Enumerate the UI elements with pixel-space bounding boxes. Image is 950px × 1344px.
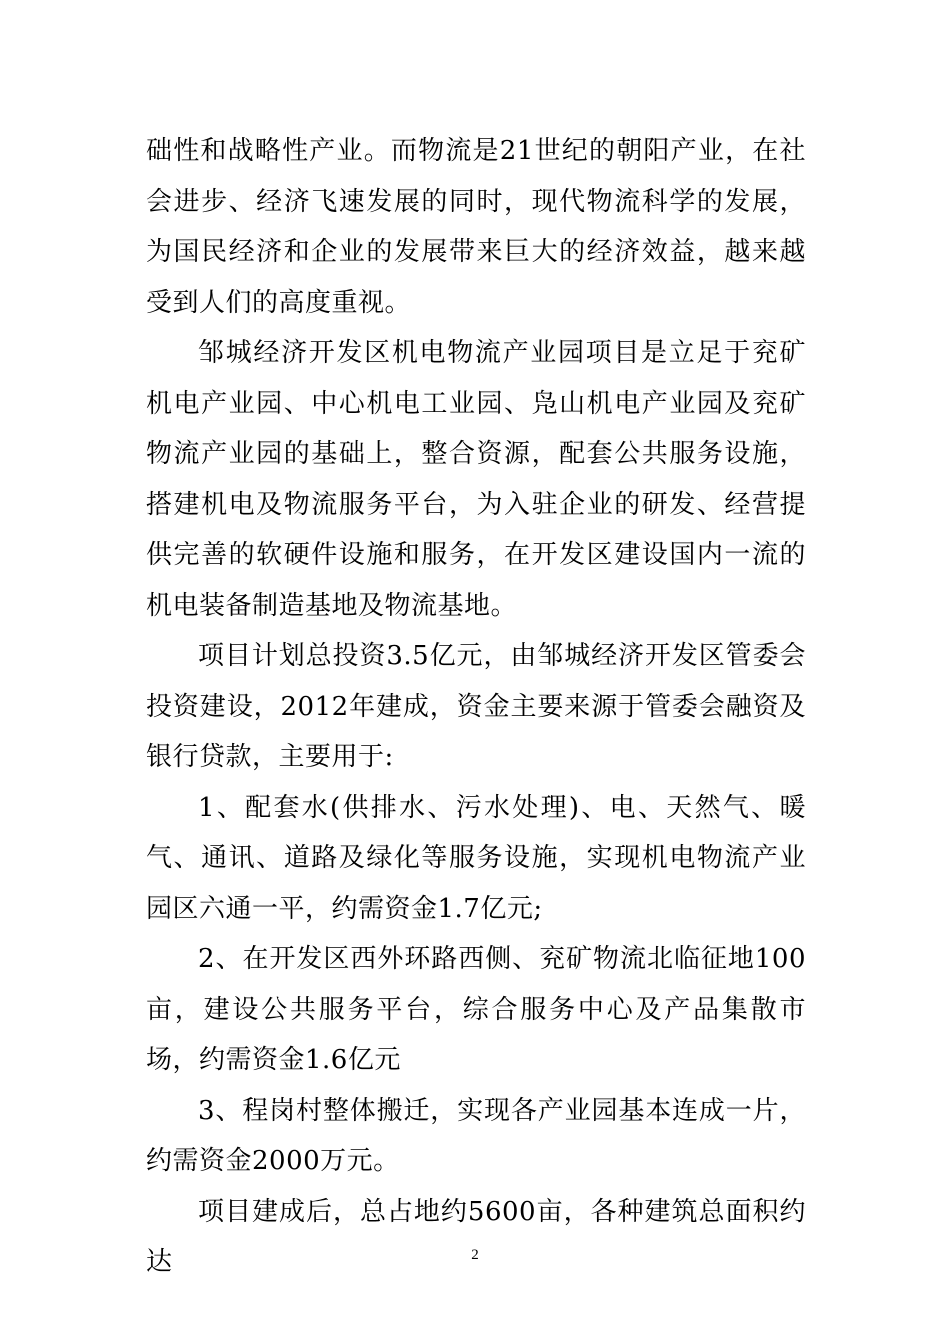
paragraph-after-completion: 项目建成后，总占地约5600亩，各种建筑总面积约达 xyxy=(146,1196,806,1277)
document-body xyxy=(146,126,806,1288)
paragraph-project-overview: 邹城经济开发区机电物流产业园项目是立足于兖矿机电产业园、中心机电工业园、凫山机电产业园及兖矿物流产业园的基础上，整合资源，配套公共服务设施，搭建机电及物流服务平台，为入驻企业的研发、经营提供完善的软硬件设施和服务，在开发区建设国内一流的机电装备制造基地及物流基地。 xyxy=(146,338,806,621)
paragraph-item-1: 1、配套水(供排水、污水处理)、电、天然气、暖气、通讯、道路及绿化等服务设施，实现机电物流产业园区六通一平，约需资金1.7亿元; xyxy=(146,792,806,924)
paragraph-investment: 项目计划总投资3.5亿元，由邹城经济开发区管委会投资建设，2012年建成，资金主要来源于管委会融资及银行贷款，主要用于: xyxy=(146,641,806,772)
paragraph-item-3: 3、程岗村整体搬迁，实现各产业园基本连成一片，约需资金2000万元。 xyxy=(146,1095,806,1176)
page-number: 2 xyxy=(471,1247,479,1263)
paragraph-item-2: 2、在开发区西外环路西侧、兖矿物流北临征地100亩，建设公共服务平台，综合服务中心及产品集散市场，约需资金1.6亿元 xyxy=(146,944,806,1075)
paragraph-continuation: 础性和战略性产业。而物流是21世纪的朝阳产业，在社会进步、经济飞速发展的同时，现代物流科学的发展，为国民经济和企业的发展带来巨大的经济效益，越来越受到人们的高度重视。 xyxy=(146,136,806,318)
